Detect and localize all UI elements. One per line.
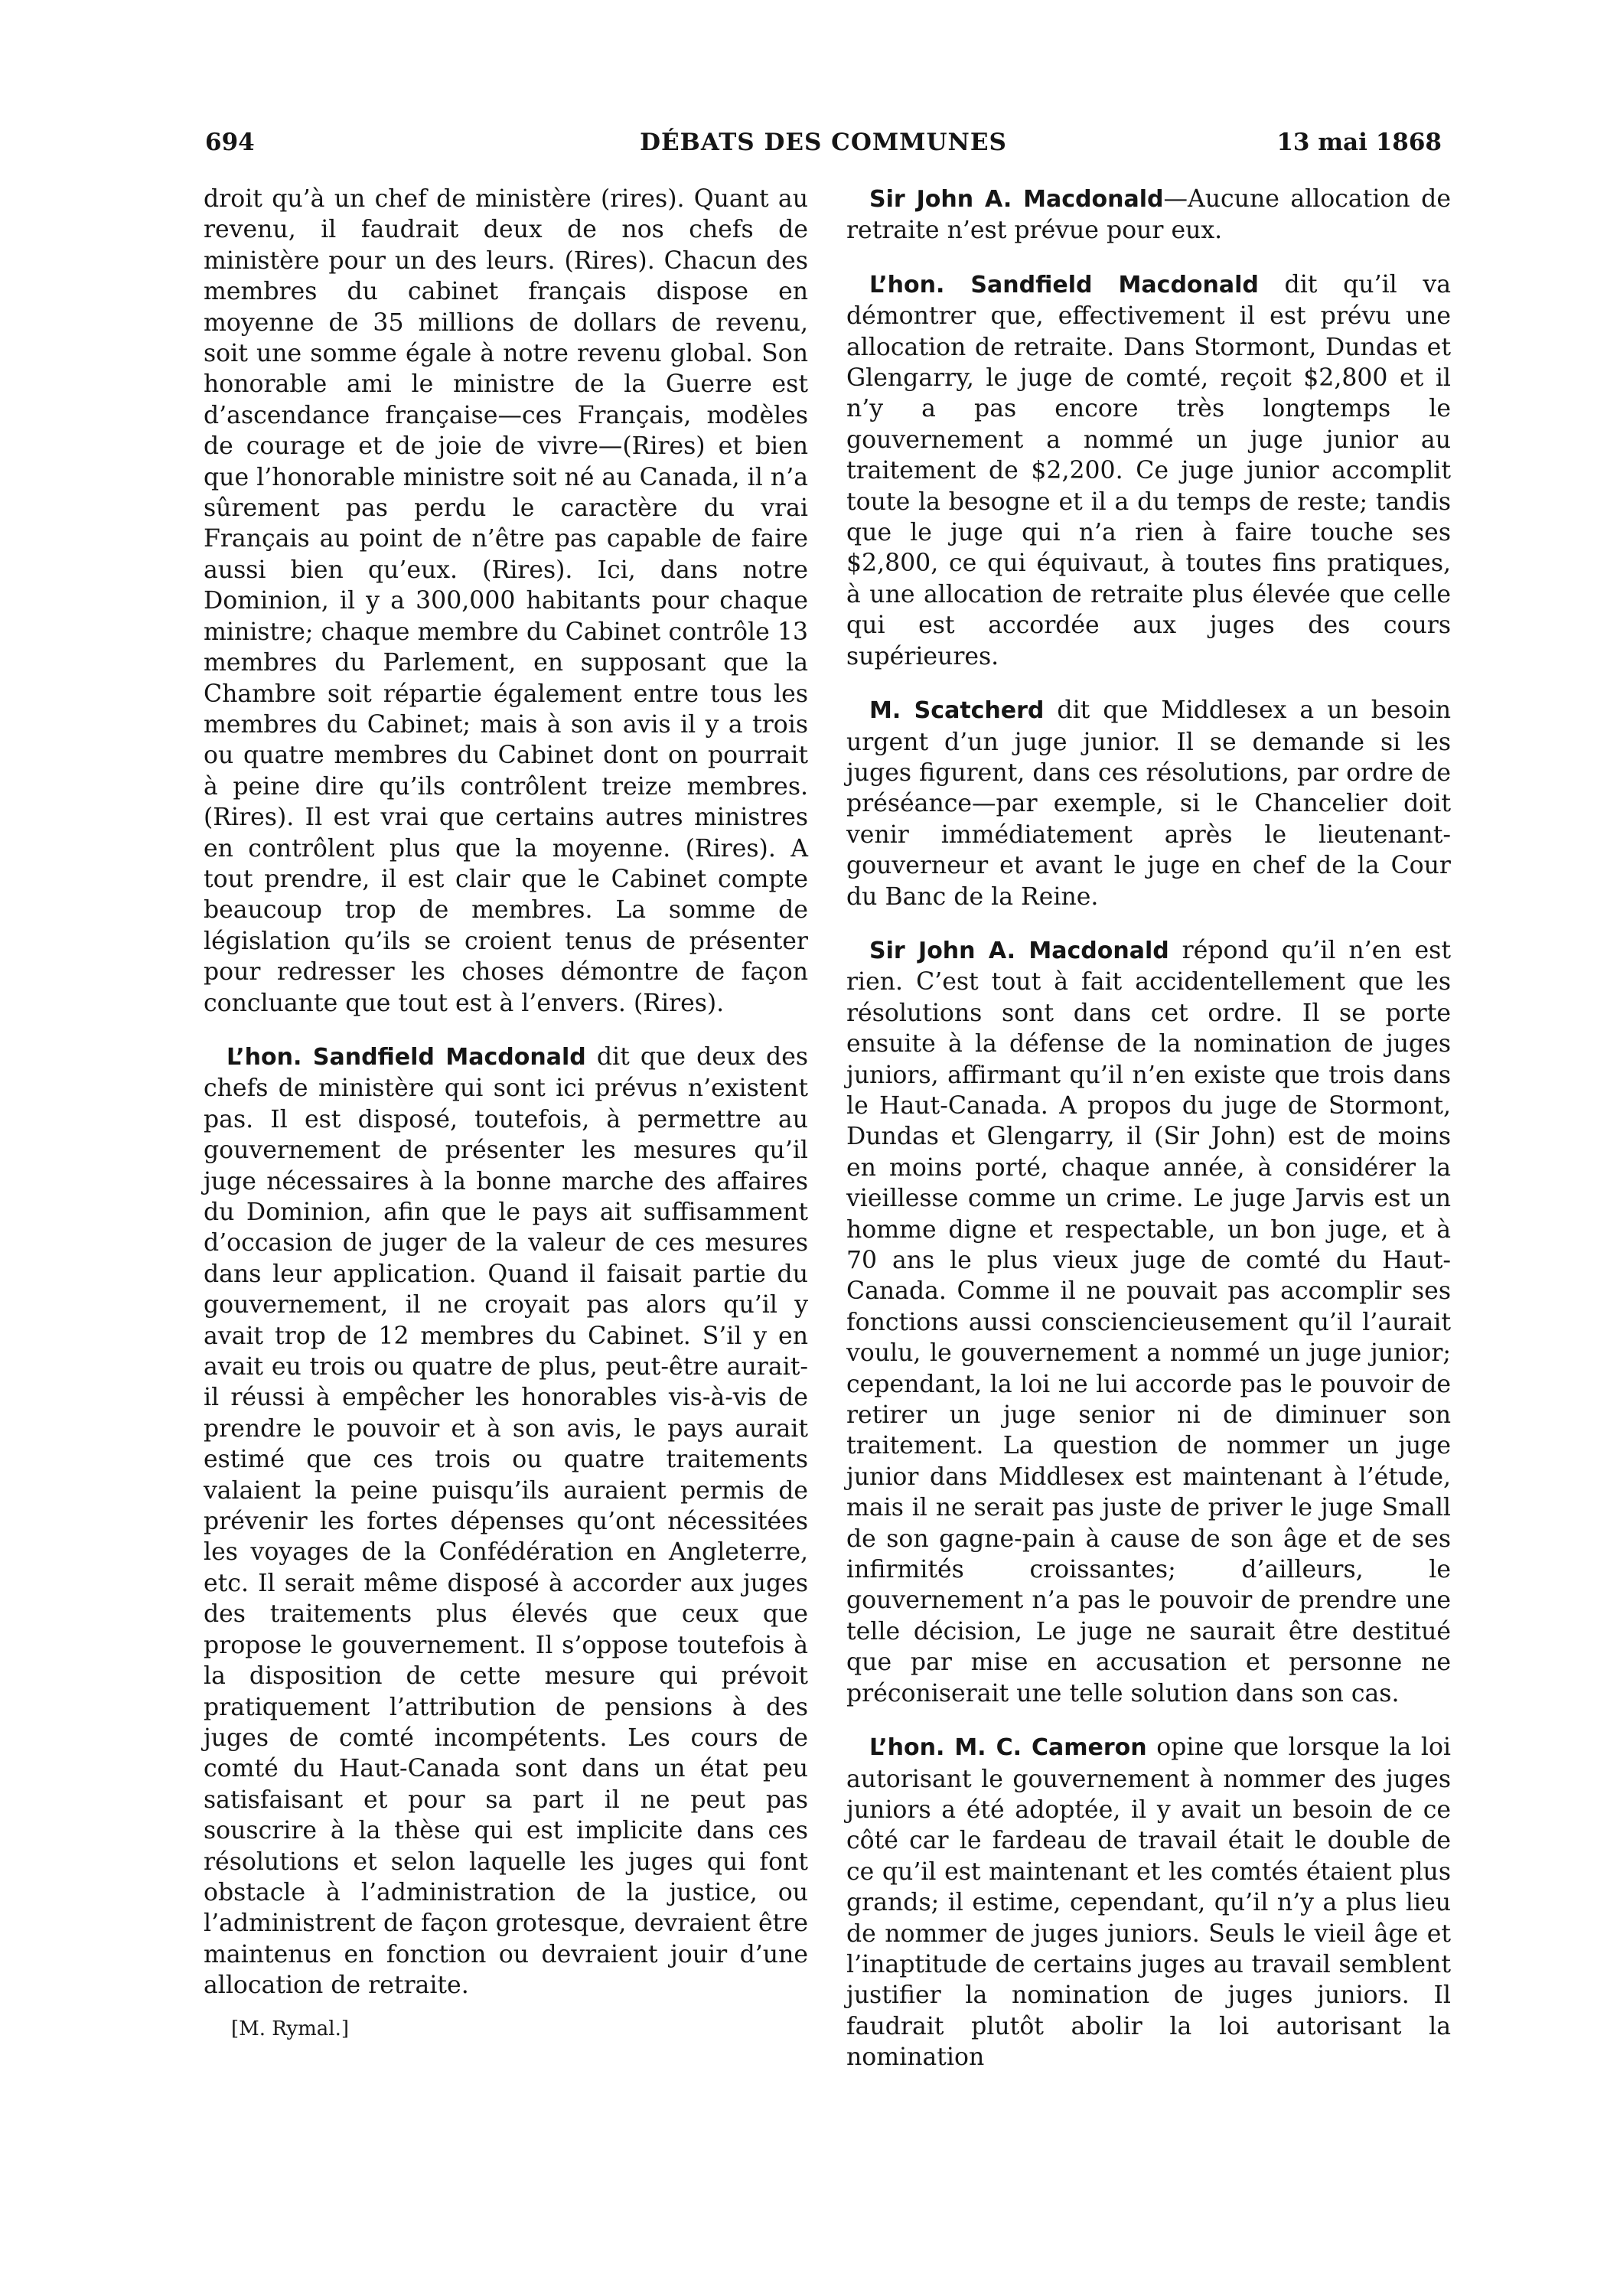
speech-text: opine que lorsque la loi autorisant le gouvernement à nommer des juges juniors a été adoptée, il y avait un besoin de ce côté car le fardeau de travail était le double de ce qu’il est maintenant et les comtés étaient plus grands; il estime, cependant, qu’il n’y a plus lieu de nommer de juges juniors. Seuls le vieil âge et l’inaptitude de certains juges au travail semblent justifier la nomination de juges juniors. Il faudrait plutôt abolir la loi autorisant la nomination bbox=[846, 1733, 1451, 2072]
publication-title: DÉBATS DES COMMUNES bbox=[640, 129, 1007, 156]
speech-text: —Aucune allocation de retraite n’est prévue pour eux. bbox=[846, 185, 1451, 245]
paragraph bbox=[846, 1732, 1451, 2073]
speaker-name: L’hon. Sandfield Macdonald bbox=[227, 1043, 586, 1071]
speaker-name: Sir John A. Macdonald bbox=[869, 186, 1164, 213]
paragraph bbox=[846, 184, 1451, 246]
paragraph bbox=[846, 269, 1451, 672]
speech-text: dit que deux des chefs de ministère qui sont ici prévus n’existent pas. Il est disposé, toutefois, à permettre au gouvernement de présenter les mesures qu’il juge nécessaires à la bonne marche des affaires du Dominion, afin que le pays ait suffisamment d’occasion de juger de la valeur de ces mesures dans leur application. Quand il faisait partie du gouvernement, il ne croyait pas alors qu’il y avait trop de 12 membres du Cabinet. S’il y en avait eu trois ou quatre de plus, peut-être aurait-il réussi à empêcher les honorables vis-à-vis de prendre le pouvoir et à son avis, le pays aurait estimé que ces trois ou quatre traitements valaient la peine puisqu’ils auraient permis de prévenir les fortes dépenses qu’ont nécessitées les voyages de la Confédération en Angleterre, etc. Il serait même disposé à accorder aux juges des traitements plus élevés que ceux que propose le gouvernement. Il s’oppose toutefois à la disposition de cette mesure qui prévoit pratiquement l’attribution de pensions à des juges de comté incompétents. Les cours de comté du Haut-Canada sont dans un état peu satisfaisant et pour sa part il ne peut pas souscrire à la thèse qui est implicite dans ces résolutions et selon laquelle les juges qui font obstacle à l’administration de la justice, ou l’administrent de façon grotesque, devraient être maintenus en fonction ou devraient jouir d’une allocation de retraite. bbox=[204, 1042, 809, 2000]
speaker-name: Sir John A. Macdonald bbox=[869, 937, 1169, 964]
session-date: 13 mai 1868 bbox=[1276, 129, 1442, 156]
paragraph bbox=[846, 695, 1451, 912]
speaker-name: L’hon. M. C. Cameron bbox=[869, 1734, 1147, 1762]
running-head bbox=[205, 129, 1442, 162]
page-footnote: [M. Rymal.] bbox=[231, 2017, 349, 2040]
paragraph bbox=[204, 1042, 808, 2001]
paragraph bbox=[846, 935, 1451, 1709]
speech-text: dit que Middlesex a un besoin urgent d’un juge junior. Il se demande si les juges figurent, dans ces résolutions, par ordre de préséance—par exemple, si le Chancelier doit venir immédiatement après le lieutenant-gouverneur et avant le juge en chef de la Cour du Banc de la Reine. bbox=[846, 696, 1451, 911]
paragraph: droit qu’à un chef de ministère (rires). Quant au revenu, il faudrait deux de nos chefs de ministère pour un des leurs. (Rires). Chacun des membres du cabinet français dispose en moyenne de 35 millions de dollars de revenu, soit une somme égale à notre revenu global. Son honorable ami le ministre de la Guerre est d’ascendance française—ces Français, modèles de courage et de joie de vivre—(Rires) et bien que l’honorable ministre soit né au Canada, il n’a sûrement pas perdu le caractère du vrai Français au point de n’être pas capable de faire aussi bien qu’eux. (Rires). Ici, dans notre Dominion, il y a 300,000 habitants pour chaque ministre; chaque membre du Cabinet contrôle 13 membres du Parlement, en supposant que la Chambre soit répartie également entre tous les membres du Cabinet; mais à son avis il y a trois ou quatre membres du Cabinet dont on pourrait à peine dire qu’ils contrôlent treize membres. (Rires). Il est vrai que certains autres ministres en contrôlent plus que la moyenne. (Rires). A tout prendre, il est clair que le Cabinet compte beaucoup trop de membres. La somme de législation qu’ils se croient tenus de présenter pour redresser les choses démontre de façon concluante que tout est à l’envers. (Rires). bbox=[204, 185, 808, 1017]
speech-text: répond qu’il n’en est rien. C’est tout à fait accidentellement que les résolutions sont dans cet ordre. Il se porte ensuite à la défense de la nomination de juges juniors, affirmant qu’il n’en existe que trois dans le Haut-Canada. A propos du juge de Stormont, Dundas et Glengarry, il (Sir John) est de moins en moins porté, chaque année, à considérer la vieillesse comme un crime. Le juge Jarvis est un homme digne et respectable, un bon juge, et à 70 ans le plus vieux juge de comté du Haut-Canada. Comme il ne pouvait pas accomplir ses fonctions aussi consciencieusement qu’il l’aurait voulu, le gouvernement a nommé un juge junior; cependant, la loi ne lui accorde pas le pouvoir de retirer un juge senior ni de diminuer son traitement. La question de nommer un juge junior dans Middlesex est maintenant à l’étude, mais il ne serait pas juste de priver le juge Small de son gagne-pain à cause de son âge et de ses infirmités croissantes; d’ailleurs, le gouvernement n’a pas le pouvoir de prendre une telle décision, Le juge ne saurait être destitué que par mise en accusation et personne ne préconiserait une telle solution dans son cas. bbox=[846, 936, 1451, 1707]
right-column bbox=[846, 184, 1451, 2073]
speaker-name: M. Scatcherd bbox=[869, 697, 1045, 725]
page-number: 694 bbox=[205, 129, 255, 156]
speech-text: dit qu’il va démontrer que, effectivement il est prévu une allocation de retraite. Dans Stormont, Dundas et Glengarry, le juge de comté, reçoit $2,800 et il n’y a pas encore très longtemps le gouvernement a nommé un juge junior au traitement de $2,200. Ce juge junior accomplit toute la besogne et il a du temps de reste; tandis que le juge qui n’a rien à faire touche ses $2,800, ce qui équivaut, à toutes fins pratiques, à une allocation de retraite plus élevée que celle qui est accordée aux juges des cours supérieures. bbox=[846, 270, 1451, 670]
speaker-name: L’hon. Sandfield Macdonald bbox=[869, 271, 1259, 298]
left-column bbox=[204, 184, 808, 2001]
